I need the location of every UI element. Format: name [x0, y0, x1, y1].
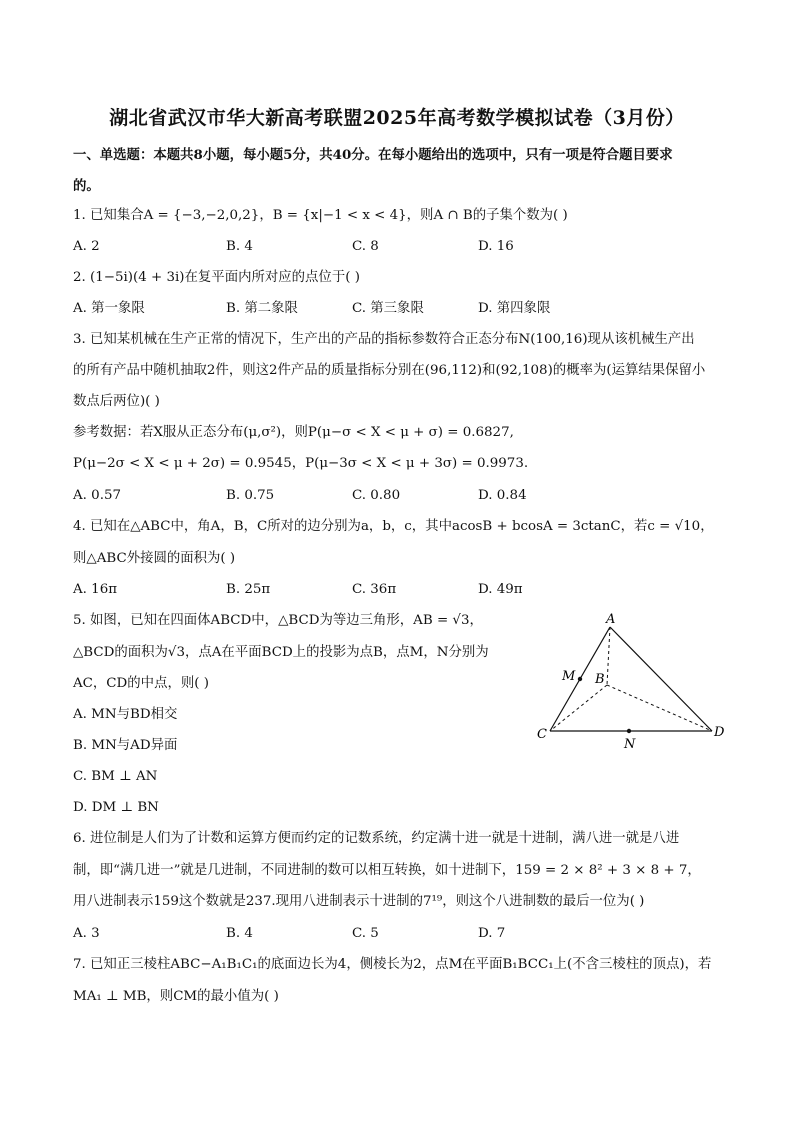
question-5-line-2: △BCD的面积为√3，点A在平面BCD上的投影为点B，点M，N分别为: [73, 645, 489, 660]
label-c: C: [537, 727, 547, 742]
tetrahedron-figure: [530, 605, 730, 750]
question-5-option-d: D. DM ⊥ BN: [73, 800, 159, 815]
question-5-option-b: B. MN与AD异面: [73, 738, 178, 753]
section-heading-line-2: 的。: [73, 178, 100, 194]
question-5-option-a: A. MN与BD相交: [73, 707, 178, 722]
option-b: B. 第二象限: [226, 301, 298, 316]
question-6-line-3: 用八进制表示159这个数就是237.现用八进制表示十进制的7¹⁹，则这个八进制数的最后一位为( ): [73, 894, 645, 909]
question-4-options: [73, 581, 733, 599]
question-2-stem: 2. (1−5i)(4 + 3i)在复平面内所对应的点位于( ): [73, 270, 360, 285]
option-c: C. 36π: [352, 582, 397, 597]
label-b: B: [595, 672, 605, 687]
question-2-options: [73, 300, 733, 318]
option-b: B. 0.75: [226, 488, 275, 503]
label-d: D: [714, 725, 725, 740]
edge-ab-hidden: [607, 627, 610, 685]
question-7-line-2: MA₁ ⊥ MB，则CM的最小值为( ): [73, 989, 279, 1004]
option-b: B. 4: [226, 926, 253, 941]
question-6-line-2: 制，即“满几进一”就是几进制，不同进制的数可以相互转换，如十进制下，159 = 2 × 8² + 3 × 8 + 7，: [73, 863, 701, 878]
edge-ad: [610, 627, 712, 731]
option-a: A. 3: [73, 926, 100, 941]
label-m: M: [562, 669, 576, 684]
option-d: D. 49π: [478, 582, 523, 597]
option-a: A. 16π: [73, 582, 118, 597]
question-6-line-1: 6. 进位制是人们为了计数和运算方便而约定的记数系统，约定满十进一就是十进制，满八进一就是八进: [73, 831, 680, 846]
option-c: C. 8: [352, 239, 379, 254]
question-4-line-2: 则△ABC外接圆的面积为( ): [73, 551, 236, 566]
option-c: C. 5: [352, 926, 379, 941]
option-b: B. 4: [226, 239, 253, 254]
question-3-reference-1: 参考数据：若X服从正态分布(μ,σ²)，则P(μ−σ < X < μ + σ) = 0.6827,: [73, 425, 514, 440]
question-1-options: [73, 238, 733, 256]
question-1-stem: 1. 已知集合A = {−3,−2,0,2}，B = {x|−1 < x < 4}，则A ∩ B的子集个数为( ): [73, 208, 568, 223]
question-6-options: [73, 925, 733, 943]
point-n: [627, 729, 631, 733]
option-d: D. 0.84: [478, 488, 527, 503]
option-c: C. 0.80: [352, 488, 401, 503]
option-b: B. 25π: [226, 582, 271, 597]
option-a: A. 第一象限: [73, 301, 145, 316]
question-5-option-c: C. BM ⊥ AN: [73, 769, 158, 784]
option-a: A. 2: [73, 239, 100, 254]
option-d: D. 16: [478, 239, 514, 254]
option-a: A. 0.57: [73, 488, 121, 503]
question-7-line-1: 7. 已知正三棱柱ABC−A₁B₁C₁的底面边长为4，侧棱长为2，点M在平面B₁BCC₁上(不含三棱柱的顶点)，若: [73, 957, 712, 972]
question-3-line-3: 数点后两位)( ): [73, 394, 160, 409]
edge-bc-hidden: [550, 685, 607, 731]
option-d: D. 第四象限: [478, 301, 551, 316]
question-5-line-1: 5. 如图，已知在四面体ABCD中，△BCD为等边三角形，AB = √3，: [73, 613, 483, 628]
question-3-reference-2: P(μ−2σ < X < μ + 2σ) = 0.9545，P(μ−3σ < X < μ + 3σ) = 0.9973.: [73, 456, 529, 471]
question-3-line-1: 3. 已知某机械在生产正常的情况下，生产出的产品的指标参数符合正态分布N(100,16)现从该机械生产出: [73, 332, 695, 347]
question-3-line-2: 的所有产品中随机抽取2件，则这2件产品的质量指标分别在(96,112)和(92,108)的概率为(运算结果保留小: [73, 363, 706, 378]
question-3-options: [73, 487, 733, 505]
option-d: D. 7: [478, 926, 506, 941]
page-title: 湖北省武汉市华大新高考联盟2025年高考数学模拟试卷（3月份）: [109, 107, 685, 129]
question-4-line-1: 4. 已知在△ABC中，角A，B，C所对的边分别为a，b，c，其中acosB + bcosA = 3ctanC，若c = √10，: [73, 519, 714, 534]
point-m: [578, 677, 582, 681]
section-heading-line-1: 一、单选题：本题共8小题，每小题5分，共40分。在每小题给出的选项中，只有一项是符合题目要求: [73, 147, 673, 163]
question-5-line-3: AC，CD的中点，则( ): [73, 676, 209, 691]
option-c: C. 第三象限: [352, 301, 424, 316]
edge-bd-hidden: [607, 685, 712, 731]
label-n: N: [624, 737, 636, 750]
label-a: A: [606, 612, 616, 627]
